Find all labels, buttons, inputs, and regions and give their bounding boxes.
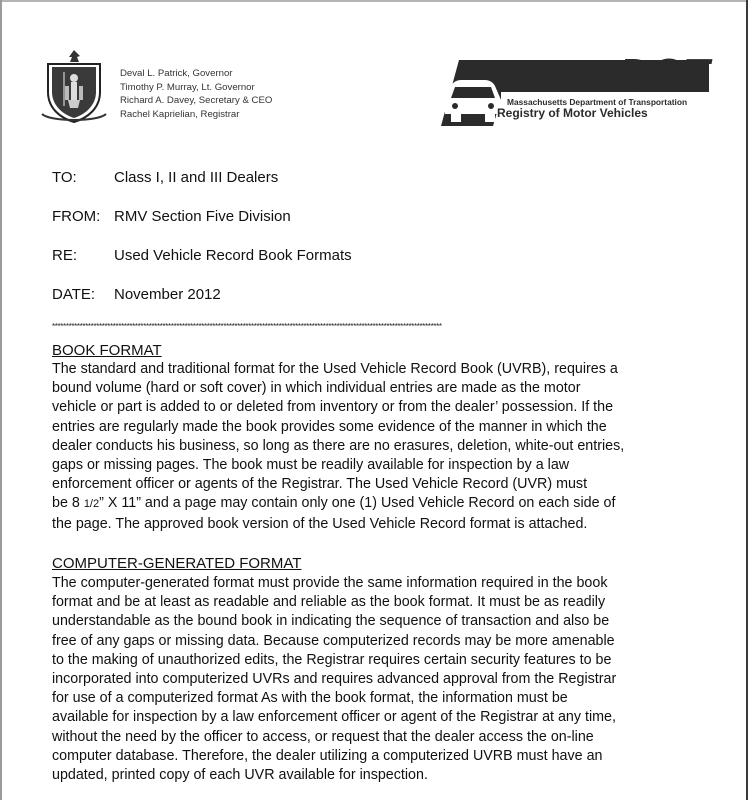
logo-department: Massachusetts Department of Transportation <box>507 97 688 107</box>
official-lt-governor: Timothy P. Murray, Lt. Governor <box>120 81 255 93</box>
body-line: without the need by the officer to access, or request that the dealer access the on-line <box>52 728 594 745</box>
memo-date-label: DATE: <box>52 286 96 303</box>
page-border-left <box>0 0 2 800</box>
logo-division: Registry of Motor Vehicles <box>497 106 648 120</box>
body-line: incorporated into computerized UVRs and requires advanced approval from the Registrar <box>52 671 617 688</box>
body-line-part: ” X 11” and a page may contain only one (1) Used Vehicle Record on each side of <box>99 495 616 512</box>
computer-format-body <box>52 574 616 785</box>
separator-line: ********************************************************************************************************************************************* <box>52 322 442 331</box>
memo-re-label: RE: <box>52 247 78 264</box>
body-line: available for inspection by a law enforcement officer or agent of the Registrar at any time, <box>52 709 616 726</box>
official-secretary: Richard A. Davey, Secretary & CEO <box>120 95 273 106</box>
memo-re-value: Used Vehicle Record Book Formats <box>114 247 352 264</box>
memo-from <box>52 208 291 225</box>
body-line: The computer-generated format must provide the same information required in the book <box>52 575 608 591</box>
officials-list <box>120 67 272 121</box>
book-format-heading: BOOK FORMAT <box>52 342 162 359</box>
body-line: gaps or missing pages. The book must be readily available for inspection by a law <box>52 457 570 474</box>
page-border-top <box>0 0 748 2</box>
memo-date <box>52 286 221 303</box>
official-registrar: Rachel Kaprielian, Registrar <box>120 108 240 120</box>
massdot-logo <box>441 50 709 126</box>
body-line: free of any gaps or missing data. Because computerized records may be more amenable <box>52 632 615 649</box>
body-line: for use of a computerized format As with the book format, the information must be <box>52 690 568 707</box>
body-line: understandable as the bound book in indicating the sequence of transaction and also be <box>52 613 610 630</box>
body-line-part: be 8 <box>52 495 84 512</box>
memo-to-value: Class I, II and III Dealers <box>114 169 279 186</box>
memo-from-label: FROM: <box>52 208 101 225</box>
body-line: enforcement officer or agents of the Registrar. The Used Vehicle Record (UVR) must <box>52 476 588 493</box>
body-line: bound volume (hard or soft cover) in which individual entries are made as the motor <box>52 380 581 397</box>
body-line: computer database. Therefore, the dealer utilizing a computerized UVRB must have an <box>52 747 603 764</box>
memo-to <box>52 169 278 186</box>
memo-from-value: RMV Section Five Division <box>114 208 291 225</box>
body-line: format and be at least as readable and reliable as the book format. It must be as readily <box>52 594 606 611</box>
body-line: to the making of unauthorized edits, the Registrar requires certain security features to be <box>52 651 612 668</box>
book-format-body <box>52 360 624 534</box>
fraction-text: 1/2 <box>83 498 100 511</box>
body-line: entries are regularly made the book provides some evidence of the manner in which the <box>52 418 607 435</box>
memo-date-value: November 2012 <box>114 286 221 303</box>
body-line: the page. The approved book version of the Used Vehicle Record format is attached. <box>52 515 588 532</box>
memo-to-label: TO: <box>52 169 77 186</box>
logo-wordmark: massDOT <box>510 50 709 99</box>
body-line: dealer conducts his business, so long as there are no erasures, deletion, white-out entries, <box>52 437 625 454</box>
official-governor: Deval L. Patrick, Governor <box>120 68 233 79</box>
body-line: vehicle or part is added to or deleted from inventory or from the dealer’ possession. If the <box>52 399 614 416</box>
body-line: The standard and traditional format for the Used Vehicle Record Book (UVRB), requires a <box>52 361 618 377</box>
computer-format-heading: COMPUTER-GENERATED FORMAT <box>52 555 302 572</box>
body-line <box>52 494 624 514</box>
body-line: updated, printed copy of each UVR available for inspection. <box>52 767 428 784</box>
massachusetts-seal-icon <box>40 48 108 124</box>
memo-re <box>52 247 352 264</box>
